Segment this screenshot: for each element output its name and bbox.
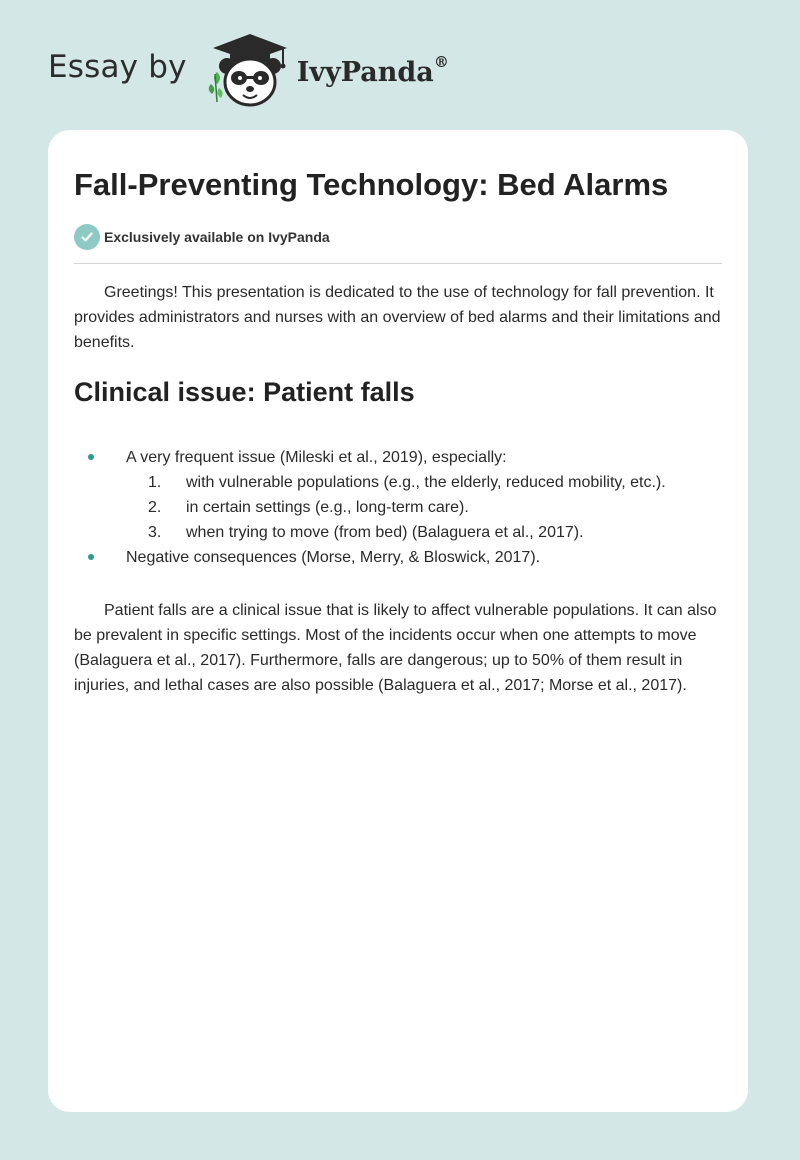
list-item-text: Negative consequences (Morse, Merry, & Bloswick, 2017). bbox=[126, 549, 541, 566]
sublist-text: with vulnerable populations (e.g., the elderly, reduced mobility, etc.). bbox=[186, 474, 666, 491]
sublist-number: 3. bbox=[148, 524, 162, 541]
bullet-dot-icon bbox=[88, 454, 94, 460]
intro-paragraph: Greetings! This presentation is dedicated to the use of technology for fall prevention. It provides administrators and nurses with an overview of bed alarms and their limitations and benefits. bbox=[74, 284, 721, 351]
sublist-item bbox=[126, 470, 722, 495]
panda-graduate-logo-icon[interactable] bbox=[203, 30, 293, 110]
check-circle-icon bbox=[74, 224, 100, 250]
list-item bbox=[74, 545, 722, 570]
exclusive-label: Exclusively available on IvyPanda bbox=[104, 229, 330, 245]
registered-mark: ® bbox=[433, 52, 449, 71]
bullet-dot-icon bbox=[88, 554, 94, 560]
sublist-number: 2. bbox=[148, 499, 162, 516]
site-header bbox=[48, 30, 449, 110]
sublist-text: in certain settings (e.g., long-term care). bbox=[186, 499, 469, 516]
sublist-text: when trying to move (from bed) (Balaguera et al., 2017). bbox=[186, 524, 584, 541]
body-paragraph: Patient falls are a clinical issue that is likely to affect vulnerable populations. It can also be prevalent in specific settings. Most of the incidents occur when one attempts to move (Balaguera et al., 2017). Furthermore, falls are dangerous; up to 50% of them result in injuries, and lethal cases are also possible (Balaguera et al., 2017; Morse et al., 2017). bbox=[74, 602, 717, 694]
document-content bbox=[74, 130, 722, 698]
list-item-text: A very frequent issue (Mileski et al., 2019), especially: bbox=[126, 449, 507, 466]
sublist-number: 1. bbox=[148, 474, 162, 491]
page-title: Fall-Preventing Technology: Bed Alarms bbox=[74, 167, 669, 202]
divider bbox=[74, 263, 722, 264]
exclusive-badge bbox=[74, 224, 722, 250]
bullet-list bbox=[74, 445, 722, 570]
essay-by-label: Essay by bbox=[48, 49, 187, 85]
brand-name: IvyPanda® bbox=[296, 52, 449, 88]
sublist-item bbox=[126, 495, 722, 520]
document-card bbox=[48, 130, 748, 1112]
list-item bbox=[74, 445, 722, 545]
sublist-item bbox=[126, 520, 722, 545]
numbered-sublist bbox=[126, 470, 722, 545]
section-heading: Clinical issue: Patient falls bbox=[74, 377, 415, 407]
